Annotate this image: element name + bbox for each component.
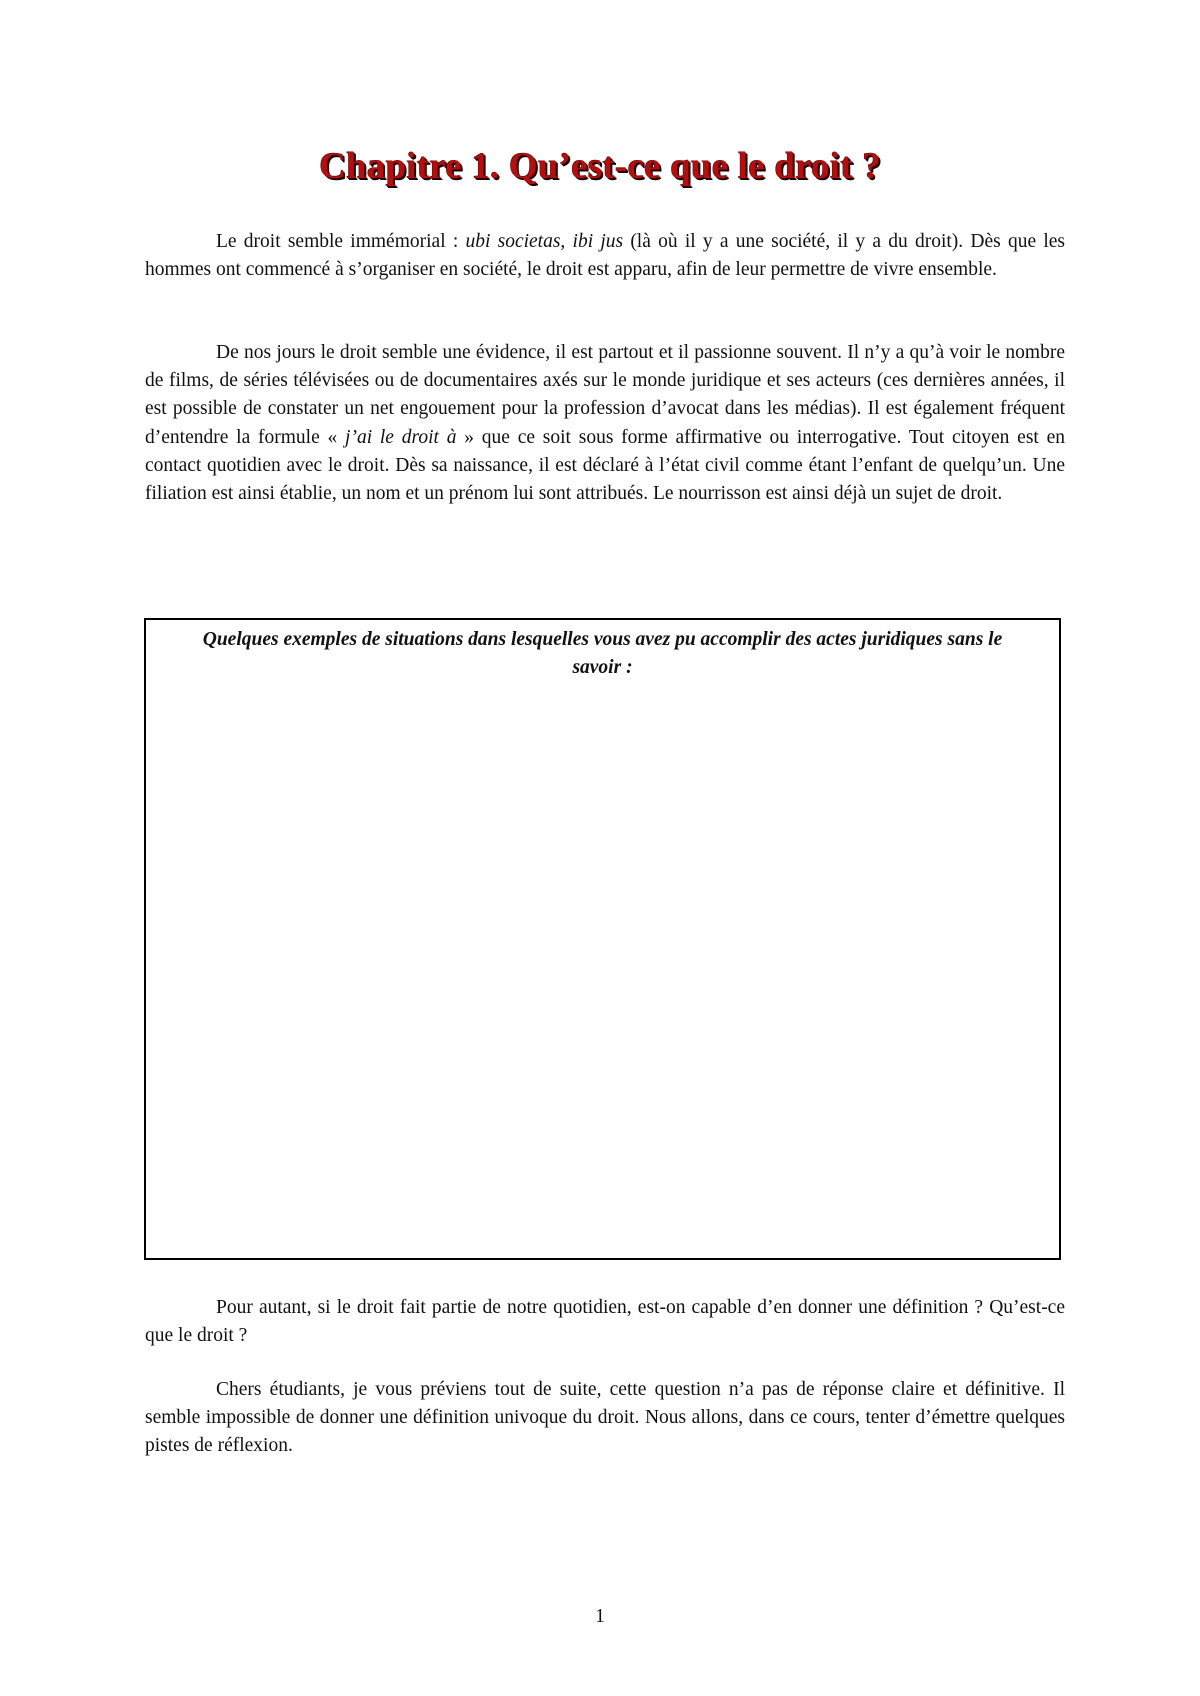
examples-answer-box bbox=[144, 618, 1061, 1260]
latin-maxim: ubi societas, ibi jus bbox=[465, 231, 624, 252]
paragraph-everyday-law bbox=[145, 339, 1065, 508]
page-number: 1 bbox=[595, 1606, 605, 1627]
paragraph-everyday-law-text-start: De nos jours le droit semble une évidence, il est partout et il passionne souvent. Il n’y a qu’à voir le nombre de films, de séries télévisées ou de documentaires axés sur le monde juridique et ses acteurs (ces dernières années, il est possible de constater un net engouement pour la profession d’avocat dans les médias). Il est également fréquent d’entendre la formule « bbox=[145, 342, 1065, 448]
paragraph-intro-text-end: (là où il y a une société, il y a du droit). Dès que les hommes ont commencé à s’organiser en société, le droit est apparu, afin de leur permettre de vivre ensemble. bbox=[145, 231, 1065, 281]
quoted-formula: j’ai le droit à bbox=[345, 426, 457, 448]
examples-box-title: Quelques exemples de situations dans lesquelles vous avez pu accomplir des actes juridiques sans le savoir : bbox=[202, 629, 1003, 678]
paragraph-intro-text-start: Le droit semble immémorial : bbox=[216, 231, 466, 252]
chapter-title: Chapitre 1. Qu’est-ce que le droit ? bbox=[319, 146, 881, 187]
paragraph-students-note: Chers étudiants, je vous préviens tout de suite, cette question n’a pas de réponse claire et définitive. Il semble impossible de donner une définition univoque du droit. Nous allons, dans ce cours, tenter d’émettre quelques pistes de réflexion. bbox=[145, 1379, 1065, 1457]
paragraph-everyday-law-text-end: » que ce soit sous forme affirmative ou interrogative. Tout citoyen est en contact quotidien avec le droit. Dès sa naissance, il est déclaré à l’état civil comme étant l’enfant de quelqu’un. Une filiation est ainsi établie, un nom et un prénom lui sont attribués. Le nourrisson est ainsi déjà un sujet de droit. bbox=[145, 426, 1066, 505]
paragraph-intro bbox=[145, 228, 1065, 284]
paragraph-definition-question: Pour autant, si le droit fait partie de notre quotidien, est-on capable d’en donner une définition ? Qu’est-ce que le droit ? bbox=[145, 1297, 1065, 1347]
